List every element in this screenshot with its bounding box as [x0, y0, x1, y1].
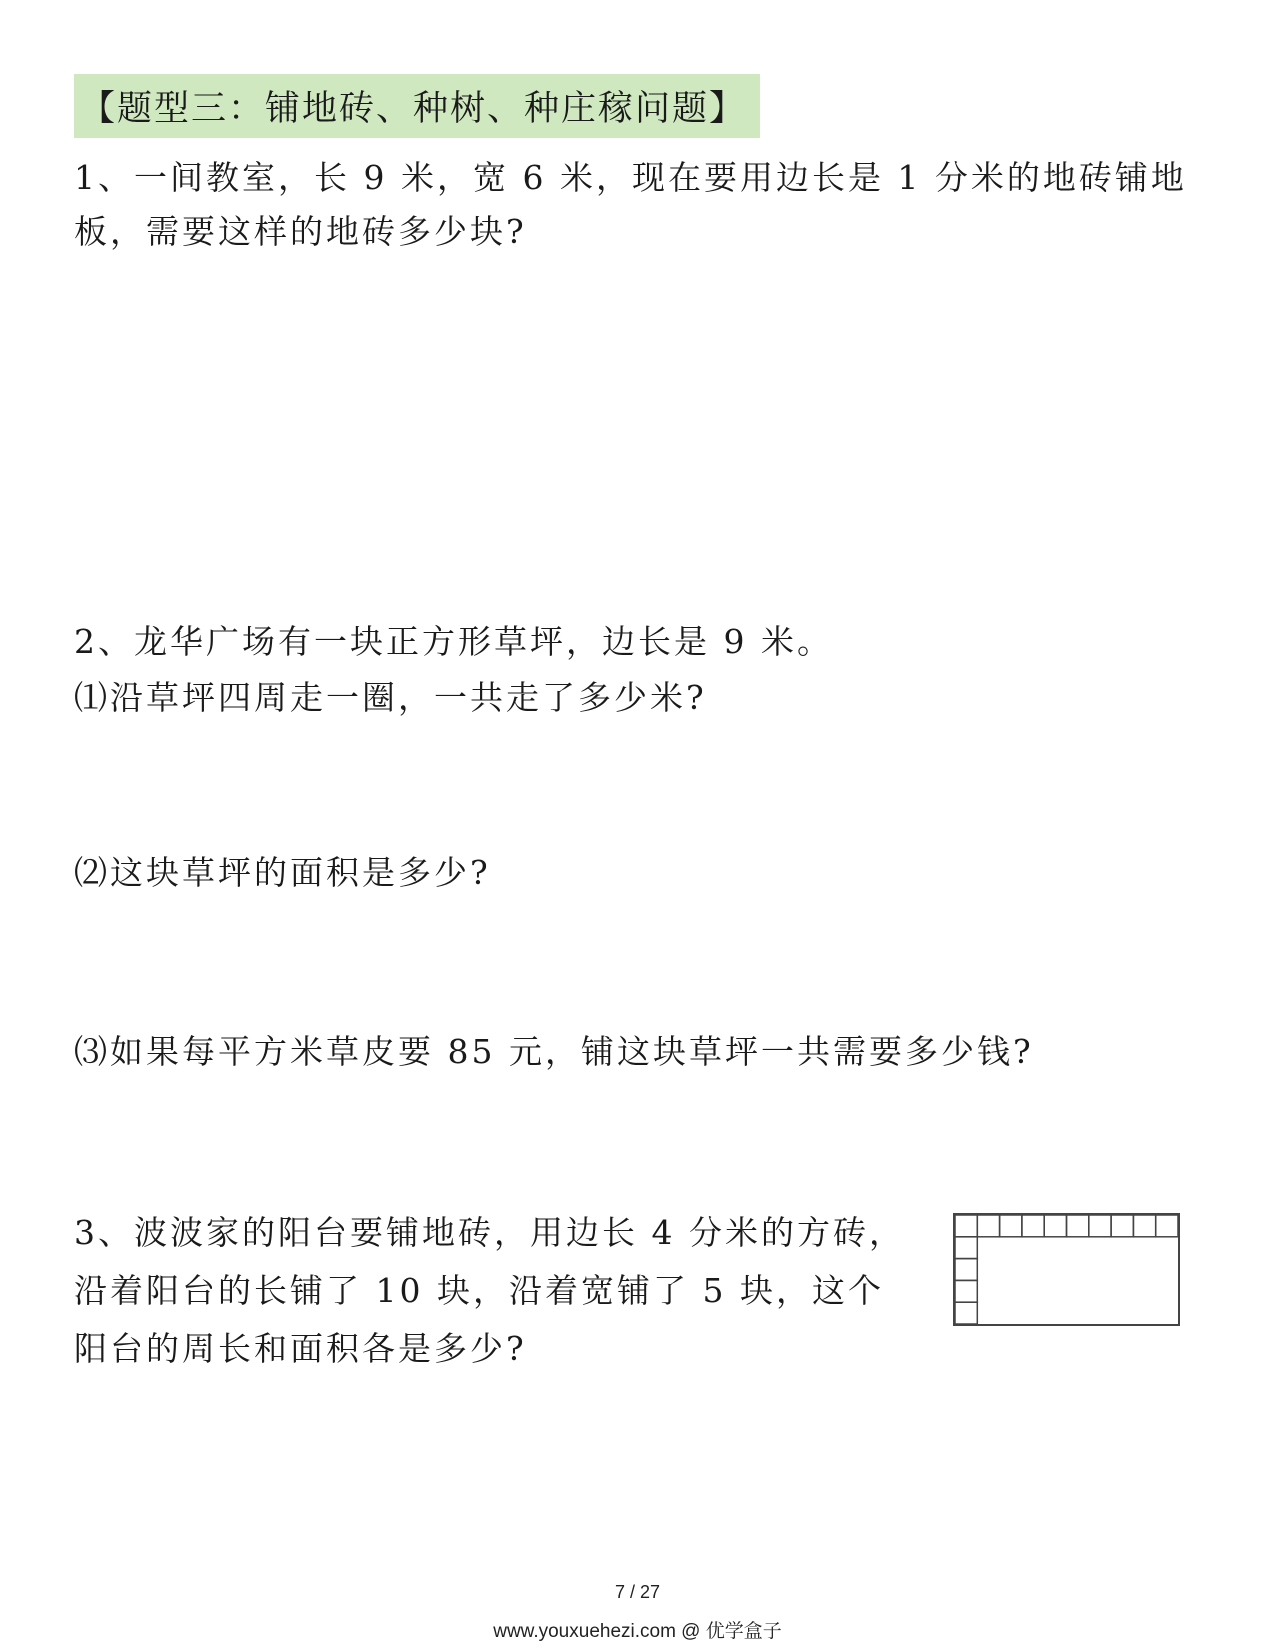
- question-1-line-2: 板，需要这样的地砖多少块?: [74, 212, 527, 251]
- question-2-intro: 2、龙华广场有一块正方形草坪，边长是 9 米。: [74, 622, 833, 661]
- tile-length-5: [1044, 1215, 1066, 1237]
- tile-length-7: [1089, 1215, 1111, 1237]
- footer-website: www.youxuehezi.com @ 优学盒子: [493, 1621, 782, 1642]
- page-number: 7 / 27: [614, 1582, 661, 1602]
- question-3-line-2: 沿着阳台的长铺了 10 块，沿着宽铺了 5 块，这个: [74, 1271, 884, 1310]
- tile-length-3: [1000, 1215, 1022, 1237]
- question-3-line-1: 3、波波家的阳台要铺地砖，用边长 4 分米的方砖，: [74, 1213, 905, 1252]
- question-3-line-3: 阳台的周长和面积各是多少?: [74, 1329, 527, 1368]
- question-1-line-1: 1、一间教室，长 9 米，宽 6 米，现在要用边长是 1 分米的地砖铺地: [74, 158, 1187, 197]
- tile-grid-svg: [955, 1215, 1182, 1328]
- question-2-part-1: ⑴沿草坪四周走一圈，一共走了多少米?: [74, 678, 707, 717]
- tile-length-10: [1156, 1215, 1178, 1237]
- tile-width-2: [955, 1237, 977, 1259]
- balcony-tile-diagram: [953, 1213, 1180, 1326]
- tile-length-8: [1111, 1215, 1133, 1237]
- tile-length-1: [955, 1215, 977, 1237]
- section-title-text: 【题型三：铺地砖、种树、种庄稼问题】: [80, 89, 747, 129]
- tile-length-9: [1133, 1215, 1155, 1237]
- section-title: [74, 74, 760, 138]
- tile-width-5: [955, 1302, 977, 1324]
- tile-width-3: [955, 1259, 977, 1281]
- question-2-part-2: ⑵这块草坪的面积是多少?: [74, 853, 491, 892]
- tile-width-4: [955, 1280, 977, 1302]
- tile-length-2: [977, 1215, 999, 1237]
- tile-length-6: [1067, 1215, 1089, 1237]
- question-2-part-3: ⑶如果每平方米草皮要 85 元，铺这块草坪一共需要多少钱?: [74, 1032, 1034, 1071]
- tile-length-4: [1022, 1215, 1044, 1237]
